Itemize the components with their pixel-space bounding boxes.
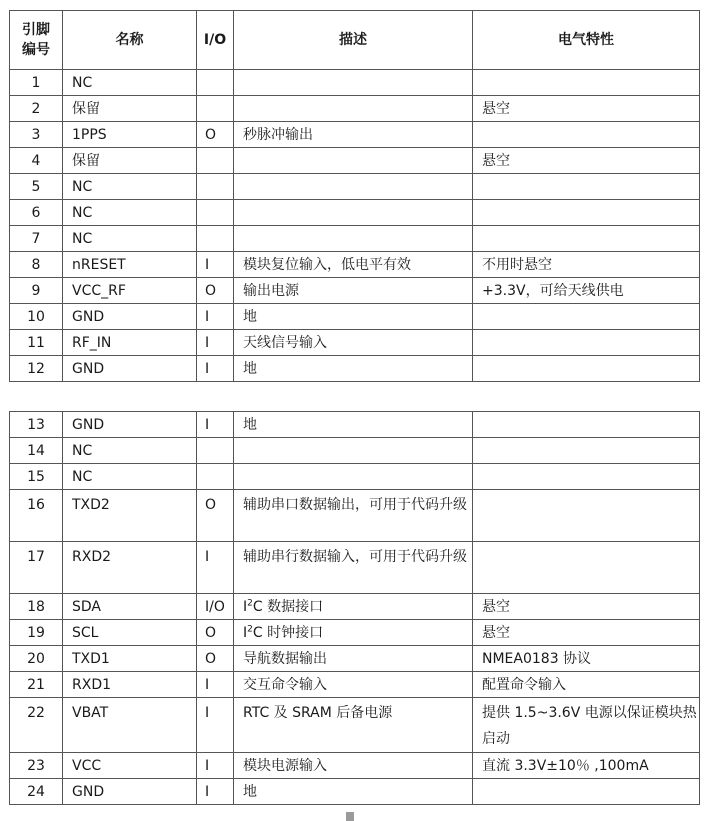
pin-number: 16 xyxy=(10,490,63,542)
pin-description: 辅助串口数据输出，可用于代码升级 xyxy=(234,490,473,542)
pin-io: O xyxy=(197,490,234,542)
pin-electrical: 悬空 xyxy=(473,594,700,620)
pin-name: NC xyxy=(63,226,197,252)
pin-electrical xyxy=(473,464,700,490)
pin-name: RXD2 xyxy=(63,542,197,594)
pin-description xyxy=(234,148,473,174)
table-row xyxy=(10,174,700,200)
pin-name: GND xyxy=(63,304,197,330)
pin-name: VBAT xyxy=(63,698,197,753)
pin-io: O xyxy=(197,646,234,672)
pin-description xyxy=(234,200,473,226)
pin-io: O xyxy=(197,620,234,646)
pin-electrical: +3.3V，可给天线供电 xyxy=(473,278,700,304)
table-row xyxy=(10,356,700,382)
pin-name: NC xyxy=(63,174,197,200)
table-row xyxy=(10,779,700,805)
pin-electrical: 提供 1.5~3.6V 电源以保证模块热启动 xyxy=(473,698,700,753)
pin-number: 15 xyxy=(10,464,63,490)
header-row xyxy=(10,11,700,70)
pin-name: GND xyxy=(63,779,197,805)
pin-electrical xyxy=(473,412,700,438)
pin-electrical xyxy=(473,122,700,148)
pin-electrical: 配置命令输入 xyxy=(473,672,700,698)
table-row xyxy=(10,620,700,646)
pin-name: RF_IN xyxy=(63,330,197,356)
pin-io: O xyxy=(197,122,234,148)
pin-electrical xyxy=(473,174,700,200)
page-break-marker xyxy=(346,812,354,821)
pin-electrical xyxy=(473,356,700,382)
pin-io: I xyxy=(197,672,234,698)
pin-number: 9 xyxy=(10,278,63,304)
pin-number: 13 xyxy=(10,412,63,438)
pin-io: I xyxy=(197,542,234,594)
pin-description xyxy=(234,438,473,464)
pin-io: I xyxy=(197,304,234,330)
table-row xyxy=(10,753,700,779)
pin-number: 19 xyxy=(10,620,63,646)
pin-io xyxy=(197,96,234,122)
pin-table-top xyxy=(9,10,700,382)
pin-electrical: 悬空 xyxy=(473,96,700,122)
pin-io: I xyxy=(197,779,234,805)
pin-io xyxy=(197,464,234,490)
pin-number: 10 xyxy=(10,304,63,330)
table-row xyxy=(10,70,700,96)
pin-number: 2 xyxy=(10,96,63,122)
pin-io: I xyxy=(197,412,234,438)
pin-number: 6 xyxy=(10,200,63,226)
pin-io xyxy=(197,70,234,96)
pin-number: 8 xyxy=(10,252,63,278)
pin-description: 模块电源输入 xyxy=(234,753,473,779)
pin-description: $I^2C$ 数据接口 xyxy=(234,594,473,620)
pin-name: GND xyxy=(63,412,197,438)
table-row xyxy=(10,252,700,278)
pin-name: VCC_RF xyxy=(63,278,197,304)
pin-electrical xyxy=(473,304,700,330)
pin-number: 20 xyxy=(10,646,63,672)
pin-io: I xyxy=(197,252,234,278)
pin-number: 23 xyxy=(10,753,63,779)
pin-io: O xyxy=(197,278,234,304)
pin-name: NC xyxy=(63,70,197,96)
pin-electrical xyxy=(473,330,700,356)
pin-number: 22 xyxy=(10,698,63,753)
pin-description: 地 xyxy=(234,779,473,805)
pin-io xyxy=(197,174,234,200)
pin-electrical xyxy=(473,542,700,594)
pin-name: NC xyxy=(63,200,197,226)
table-row xyxy=(10,200,700,226)
table-row xyxy=(10,542,700,594)
pin-io: I xyxy=(197,753,234,779)
pin-number: 12 xyxy=(10,356,63,382)
pin-description: 辅助串行数据输入，可用于代码升级 xyxy=(234,542,473,594)
pin-description: 模块复位输入，低电平有效 xyxy=(234,252,473,278)
pin-number: 24 xyxy=(10,779,63,805)
pin-number: 21 xyxy=(10,672,63,698)
pin-electrical xyxy=(473,70,700,96)
pin-name: GND xyxy=(63,356,197,382)
table-row xyxy=(10,226,700,252)
pin-name: nRESET xyxy=(63,252,197,278)
table-row xyxy=(10,438,700,464)
pin-io xyxy=(197,438,234,464)
pin-number: 5 xyxy=(10,174,63,200)
header-pin-number: 引脚 编号 xyxy=(10,11,63,70)
pin-name: SCL xyxy=(63,620,197,646)
header-name: 名称 xyxy=(63,11,197,70)
pin-description: 地 xyxy=(234,304,473,330)
pin-description xyxy=(234,464,473,490)
pin-electrical xyxy=(473,438,700,464)
pin-name: TXD2 xyxy=(63,490,197,542)
pin-number: 17 xyxy=(10,542,63,594)
header-description: 描述 xyxy=(234,11,473,70)
pin-electrical xyxy=(473,200,700,226)
table-row xyxy=(10,304,700,330)
pin-description xyxy=(234,96,473,122)
pin-electrical: 悬空 xyxy=(473,620,700,646)
pin-description: 地 xyxy=(234,356,473,382)
header-io: I/O xyxy=(197,11,234,70)
pin-description: 输出电源 xyxy=(234,278,473,304)
table-row xyxy=(10,96,700,122)
pin-io: I xyxy=(197,356,234,382)
pin-name: NC xyxy=(63,438,197,464)
pin-table-bottom xyxy=(9,411,700,805)
pin-number: 11 xyxy=(10,330,63,356)
table-row xyxy=(10,464,700,490)
table-row xyxy=(10,672,700,698)
pin-name: 保留 xyxy=(63,96,197,122)
table-row xyxy=(10,148,700,174)
pin-name: RXD1 xyxy=(63,672,197,698)
pin-description: 地 xyxy=(234,412,473,438)
pin-description: 天线信号输入 xyxy=(234,330,473,356)
pin-name: TXD1 xyxy=(63,646,197,672)
pin-electrical: 不用时悬空 xyxy=(473,252,700,278)
pin-name: SDA xyxy=(63,594,197,620)
pin-io: I xyxy=(197,330,234,356)
pin-electrical: 直流 3.3V±10％ ,100mA xyxy=(473,753,700,779)
pin-name: 1PPS xyxy=(63,122,197,148)
table-row xyxy=(10,330,700,356)
table-row xyxy=(10,646,700,672)
pin-description: 交互命令输入 xyxy=(234,672,473,698)
table-row xyxy=(10,278,700,304)
table-row xyxy=(10,594,700,620)
pin-number: 3 xyxy=(10,122,63,148)
pin-number: 18 xyxy=(10,594,63,620)
pin-name: VCC xyxy=(63,753,197,779)
pin-name: 保留 xyxy=(63,148,197,174)
pin-io xyxy=(197,226,234,252)
table-row xyxy=(10,122,700,148)
pin-electrical: 悬空 xyxy=(473,148,700,174)
pin-number: 7 xyxy=(10,226,63,252)
header-electrical: 电气特性 xyxy=(473,11,700,70)
pin-number: 4 xyxy=(10,148,63,174)
pin-description: 秒脉冲输出 xyxy=(234,122,473,148)
pin-io xyxy=(197,200,234,226)
pin-description xyxy=(234,70,473,96)
pin-electrical xyxy=(473,226,700,252)
pin-description xyxy=(234,174,473,200)
pin-electrical xyxy=(473,490,700,542)
pin-electrical xyxy=(473,779,700,805)
pin-description: $I^2C$ 时钟接口 xyxy=(234,620,473,646)
pin-electrical: NMEA0183 协议 xyxy=(473,646,700,672)
pin-number: 1 xyxy=(10,70,63,96)
table-row xyxy=(10,490,700,542)
pin-description: 导航数据输出 xyxy=(234,646,473,672)
table-row xyxy=(10,698,700,753)
table-row xyxy=(10,412,700,438)
pin-description xyxy=(234,226,473,252)
pin-name: NC xyxy=(63,464,197,490)
pin-io: I/O xyxy=(197,594,234,620)
pin-number: 14 xyxy=(10,438,63,464)
pin-description: RTC 及 SRAM 后备电源 xyxy=(234,698,473,753)
pin-io xyxy=(197,148,234,174)
pin-io: I xyxy=(197,698,234,753)
